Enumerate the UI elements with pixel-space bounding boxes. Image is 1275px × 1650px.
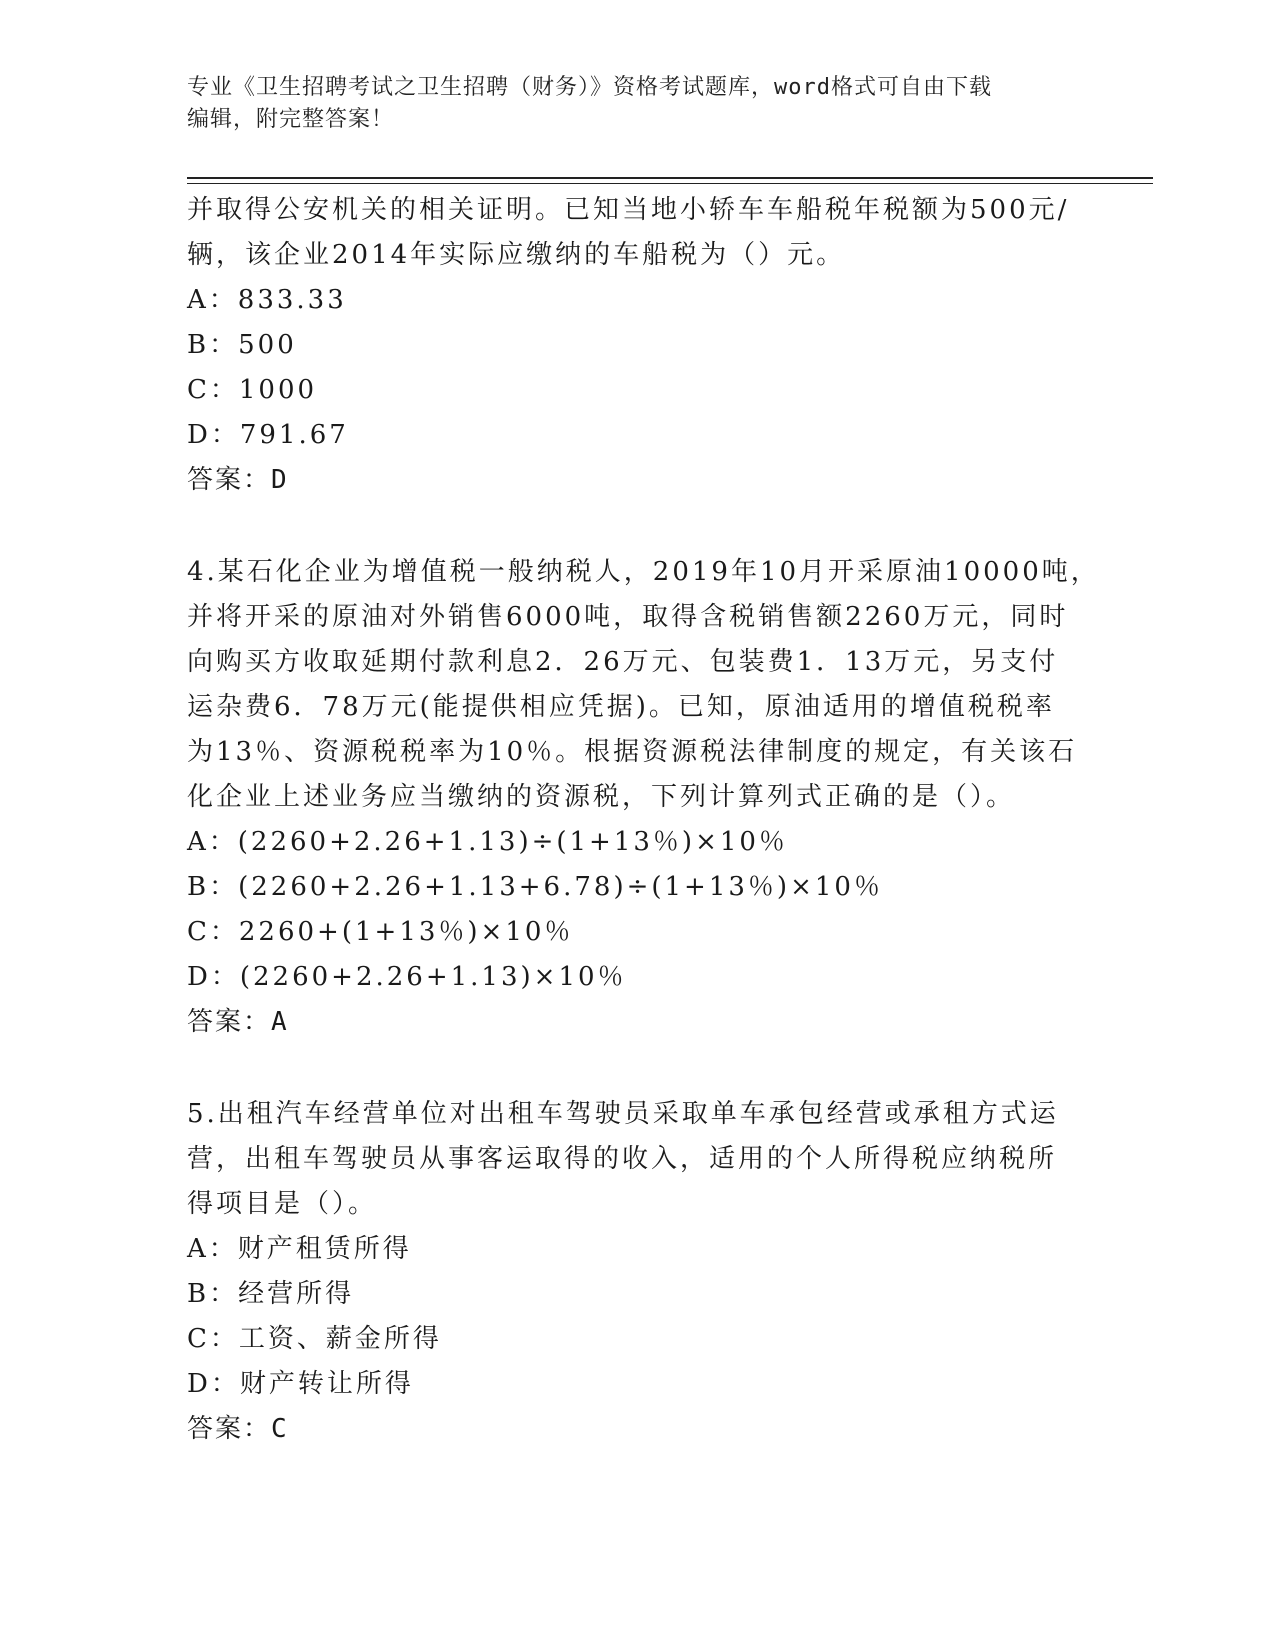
option-b: B：500	[187, 330, 297, 360]
question-text-line: 并取得公安机关的相关证明。已知当地小轿车车船税年税额为500元/	[187, 195, 1070, 225]
header-divider-thin	[187, 183, 1153, 184]
option-a: A：财产租赁所得	[187, 1234, 412, 1264]
question-text-line: 运杂费6．78万元(能提供相应凭据)。已知，原油适用的增值税税率	[187, 692, 1055, 722]
question-text-line: 为13％、资源税税率为10％。根据资源税法律制度的规定，有关该石	[187, 737, 1078, 767]
question-4	[187, 550, 1100, 1045]
option-d: D：财产转让所得	[187, 1369, 414, 1399]
answer-line: 答案：D	[187, 465, 289, 495]
header-line-1: 专业《卫生招聘考试之卫生招聘（财务）》资格考试题库，word格式可自由下载	[187, 75, 992, 100]
option-c: C：2260+(1+13％)×10％	[187, 917, 574, 947]
option-a: A：(2260+2.26+1.13)÷(1+13％)×10％	[187, 827, 788, 857]
option-d: D：(2260+2.26+1.13)×10％	[187, 962, 627, 992]
question-3	[187, 188, 1087, 503]
question-text-line: 4.某石化企业为增值税一般纳税人，2019年10月开采原油10000吨，	[187, 557, 1100, 587]
question-text-line: 5.出租汽车经营单位对出租车驾驶员采取单车承包经营或承租方式运	[187, 1099, 1059, 1129]
question-text-line: 并将开采的原油对外销售6000吨，取得含税销售额2260万元，同时	[187, 602, 1069, 632]
question-text-line: 辆，该企业2014年实际应缴纳的车船税为（）元。	[187, 240, 846, 270]
header-divider-thick	[187, 177, 1153, 179]
option-b: B：(2260+2.26+1.13+6.78)÷(1+13％)×10％	[187, 872, 883, 902]
option-b: B：经营所得	[187, 1279, 355, 1309]
question-content	[187, 188, 1100, 1452]
question-5	[187, 1092, 1087, 1452]
document-header	[187, 72, 1067, 136]
answer-line: 答案：C	[187, 1414, 289, 1444]
question-text-line: 向购买方收取延期付款利息2．26万元、包装费1．13万元，另支付	[187, 647, 1059, 677]
option-d: D：791.67	[187, 420, 349, 450]
option-c: C：1000	[187, 375, 318, 405]
header-line-2: 编辑，附完整答案！	[187, 107, 395, 132]
answer-line: 答案：A	[187, 1007, 289, 1037]
option-c: C：工资、薪金所得	[187, 1324, 442, 1354]
question-text-line: 化企业上述业务应当缴纳的资源税，下列计算列式正确的是（）。	[187, 782, 1016, 812]
question-text-line: 得项目是（）。	[187, 1189, 378, 1219]
option-a: A：833.33	[187, 285, 347, 315]
question-text-line: 营，出租车驾驶员从事客运取得的收入，适用的个人所得税应纳税所	[187, 1144, 1058, 1174]
